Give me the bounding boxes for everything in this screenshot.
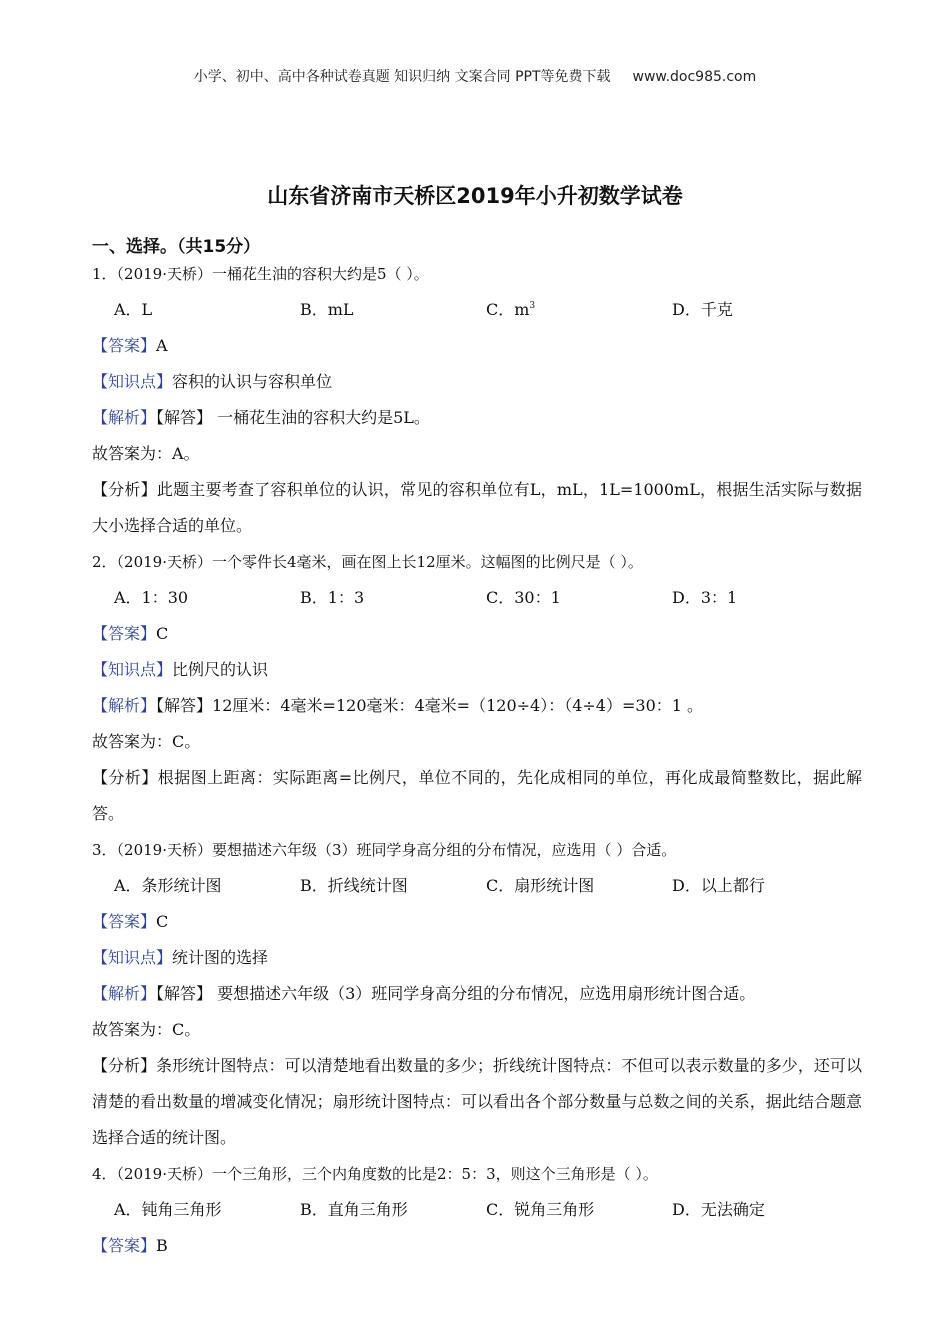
question-4-options (92, 1192, 862, 1228)
answer: 【答案】B (92, 1236, 168, 1255)
answer: 【答案】C (92, 624, 169, 643)
answer: 【答案】A (92, 336, 168, 355)
question-1-stem: 1．（2019·天桥）一桶花生油的容积大约是5（ ）。 (92, 265, 429, 283)
option-a: A．钝角三角形 (114, 1200, 222, 1219)
option-d: D．以上都行 (672, 876, 765, 895)
option-a: A．条形统计图 (114, 876, 222, 895)
conclusion: 故答案为：A。 (92, 444, 200, 463)
option-a: A．L (114, 300, 153, 319)
option-b: B．折线统计图 (300, 876, 408, 895)
question-1-options (92, 292, 862, 328)
option-a: A．1：30 (114, 588, 189, 607)
question-2-stem: 2．（2019·天桥）一个零件长4毫米，画在图上长12厘米。这幅图的比例尺是（ ）。 (92, 553, 643, 571)
option-c: C．锐角三角形 (486, 1200, 595, 1219)
question-4-stem: 4．（2019·天桥）一个三角形，三个内角度数的比是2：5：3，则这个三角形是（ ）。 (92, 1165, 658, 1183)
option-b: B．直角三角形 (300, 1200, 408, 1219)
conclusion: 故答案为：C。 (92, 732, 201, 751)
conclusion: 故答案为：C。 (92, 1020, 201, 1039)
option-d: D．无法确定 (672, 1200, 765, 1219)
option-b: B．mL (300, 300, 354, 319)
page-header (0, 66, 950, 86)
header-text: 小学、初中、高中各种试卷真题 知识归纳 文案合同 PPT等免费下载 (193, 69, 611, 85)
knowledge-point: 【知识点】比例尺的认识 (92, 660, 269, 679)
option-d: D．千克 (672, 300, 733, 319)
question-3-stem: 3．（2019·天桥）要想描述六年级（3）班同学身高分组的分布情况，应选用（ ）合适。 (92, 841, 677, 859)
answer: 【答案】C (92, 912, 169, 931)
analysis: 【分析】根据图上距离：实际距离=比例尺，单位不同的，先化成相同的单位，再化成最简整数比，据此解答。 (92, 768, 862, 823)
option-c: C．30：1 (486, 588, 561, 607)
page-title: 山东省济南市天桥区2019年小升初数学试卷 (267, 184, 683, 208)
option-c: C．扇形统计图 (486, 876, 595, 895)
option-c: C．$m^3$ (486, 300, 536, 319)
question-2-options (92, 580, 862, 616)
option-d: D．3：1 (672, 588, 738, 607)
option-b: B．1：3 (300, 588, 365, 607)
superscript: 3 (529, 301, 536, 311)
knowledge-point: 【知识点】统计图的选择 (92, 948, 269, 967)
analysis: 【分析】条形统计图特点：可以清楚地看出数量的多少；折线统计图特点：不但可以表示数量的多少，还可以清楚的看出数量的增减变化情况；扇形统计图特点：可以看出各个部分数量与总数之间的关系，据此结合题意选择合适的统计图。 (92, 1056, 862, 1147)
question-3-options (92, 868, 862, 904)
explanation: 【解析】【解答】 要想描述六年级（3）班同学身高分组的分布情况，应选用扇形统计图合适。 (92, 984, 756, 1003)
section-heading: 一、选择。（共15分） (92, 237, 261, 257)
content (92, 256, 862, 1264)
header-site: www.doc985.com (632, 69, 757, 85)
knowledge-point: 【知识点】容积的认识与容积单位 (92, 372, 333, 391)
analysis: 【分析】此题主要考查了容积单位的认识，常见的容积单位有L，mL，1L=1000mL，根据生活实际与数据大小选择合适的单位。 (92, 480, 862, 535)
explanation: 【解析】【解答】12厘米：4毫米=120毫米：4毫米=（120÷4）：（4÷4）=30：1 。 (92, 696, 704, 715)
explanation: 【解析】【解答】 一桶花生油的容积大约是5L。 (92, 408, 430, 427)
